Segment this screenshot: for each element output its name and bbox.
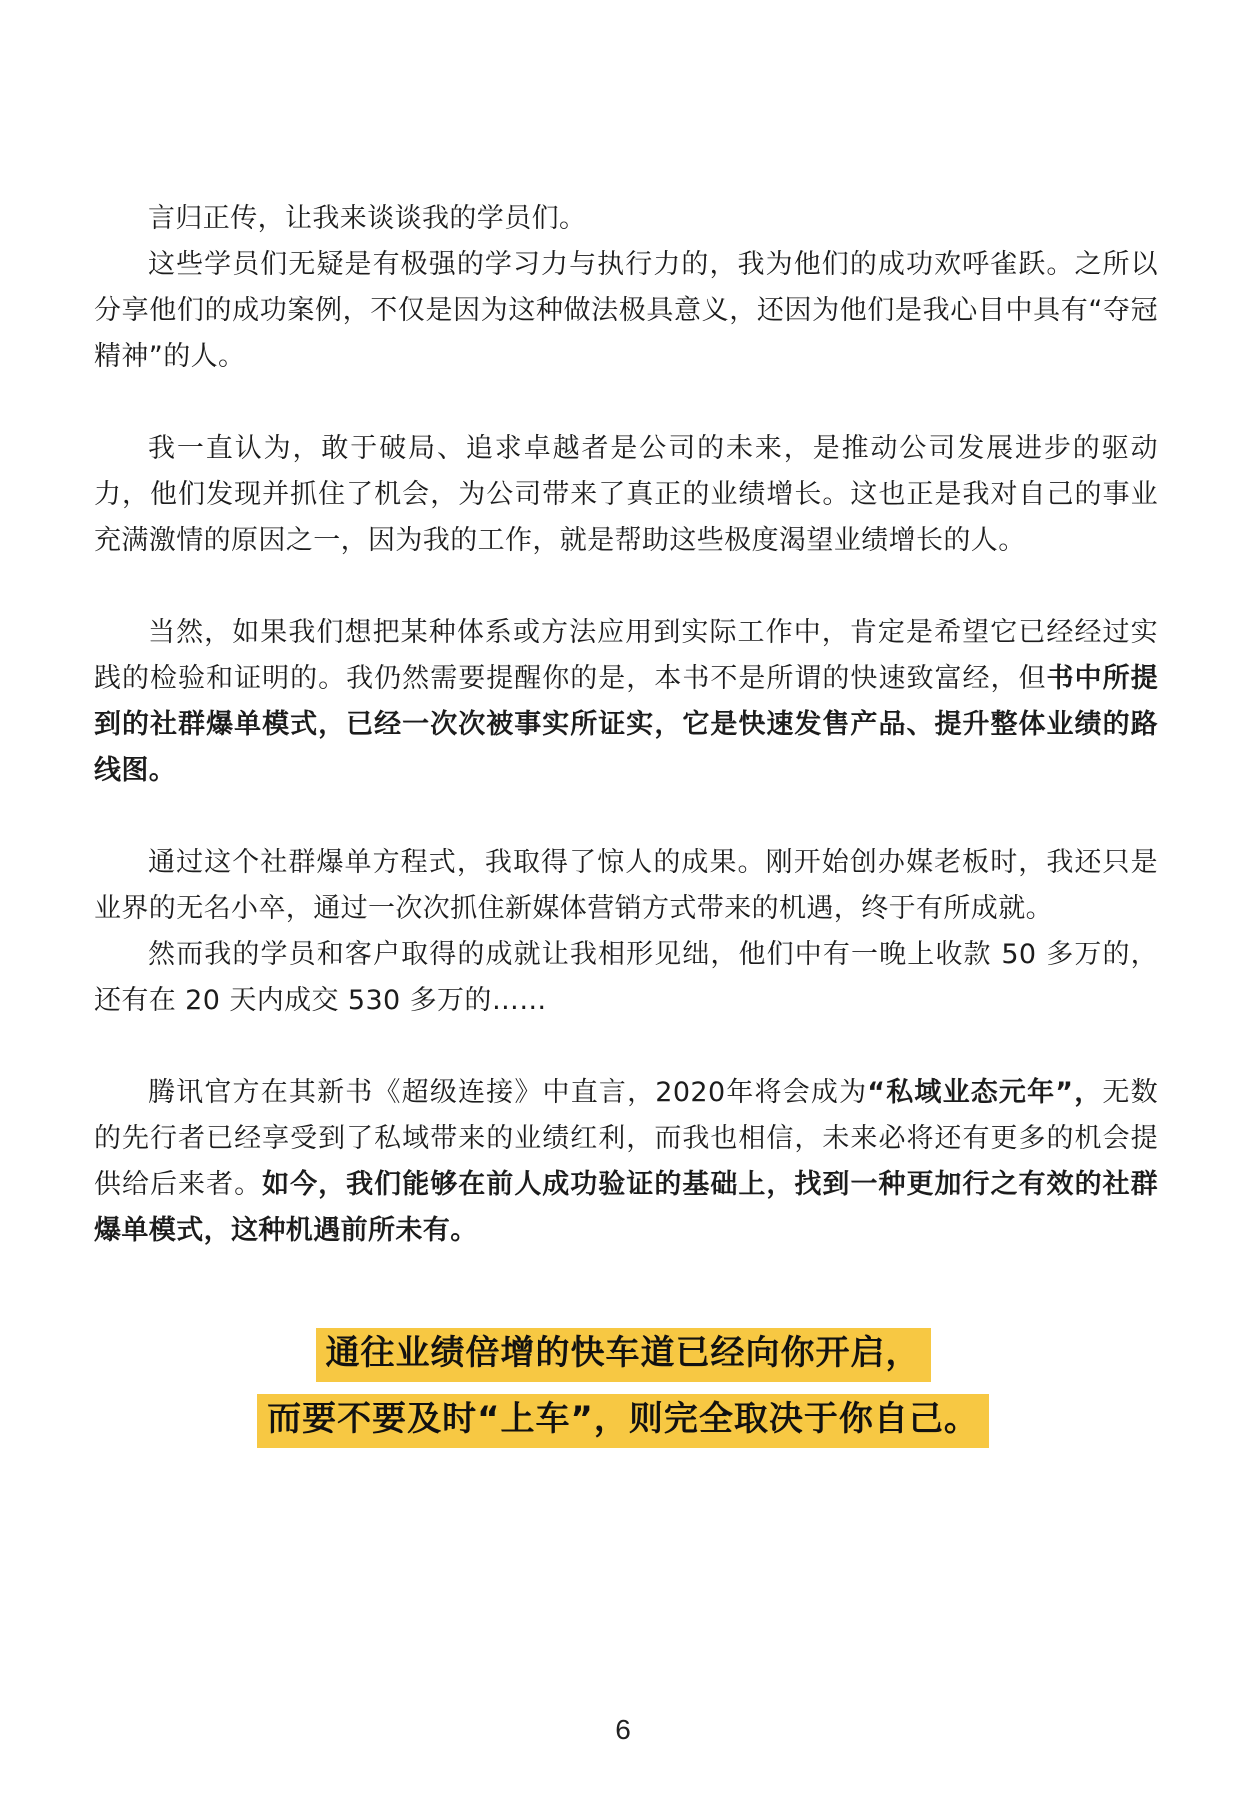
body-text <box>94 196 1158 1254</box>
paragraph-7-text-a: 腾讯官方在其新书《超级连接》中直言，2020年将会成为 <box>148 1077 868 1108</box>
paragraph-4 <box>94 610 1158 794</box>
paragraph-7-emphasis-d: 如今，我们能够在前人成功验证的基础上，找到一种更加行之有效的社群爆单模式，这种机遇前所未有。 <box>94 1169 1158 1246</box>
paragraph-4-emphasis: 书中所提到的社群爆单模式，已经一次次被事实所证实，它是快速发售产品、提升整体业绩的路线图。 <box>94 663 1158 786</box>
paragraph-5: 通过这个社群爆单方程式，我取得了惊人的成果。刚开始创办媒老板时，我还只是业界的无名小卒，通过一次次抓住新媒体营销方式带来的机遇，终于有所成就。 <box>94 847 1158 924</box>
paragraph-3: 我一直认为，敢于破局、追求卓越者是公司的未来，是推动公司发展进步的驱动力，他们发现并抓住了机会，为公司带来了真正的业绩增长。这也正是我对自己的事业充满激情的原因之一，因为我的工作，就是帮助这些极度渴望业绩增长的人。 <box>94 433 1158 556</box>
highlight-callout <box>0 1328 1246 1448</box>
page-number: 6 <box>615 1714 631 1745</box>
paragraph-7-text-c: 无数的先行者已经享受到了私域带来的业绩红利，而我也相信，未来必将还有更多的机会提供给后来者。 <box>94 1077 1159 1200</box>
paragraph-4-text: 当然，如果我们想把某种体系或方法应用到实际工作中，肯定是希望它已经经过实践的检验和证明的。我仍然需要提醒你的是，本书不是所谓的快速致富经，但 <box>94 617 1158 694</box>
paragraph-1: 言归正传，让我来谈谈我的学员们。 <box>148 203 587 234</box>
highlight-line-2: 而要不要及时“上车”，则完全取决于你自己。 <box>257 1394 989 1448</box>
paragraph-2: 这些学员们无疑是有极强的学习力与执行力的，我为他们的成功欢呼雀跃。之所以分享他们的成功案例，不仅是因为这种做法极具意义，还因为他们是我心目中具有“夺冠精神”的人。 <box>94 249 1158 372</box>
paragraph-6: 然而我的学员和客户取得的成就让我相形见绌，他们中有一晚上收款 50 多万的，还有在 20 天内成交 530 多万的…… <box>94 939 1158 1016</box>
paragraph-7 <box>94 1070 1158 1254</box>
paragraph-7-emphasis-b: “私域业态元年”， <box>867 1077 1103 1108</box>
highlight-line-1: 通往业绩倍增的快车道已经向你开启， <box>316 1328 931 1382</box>
